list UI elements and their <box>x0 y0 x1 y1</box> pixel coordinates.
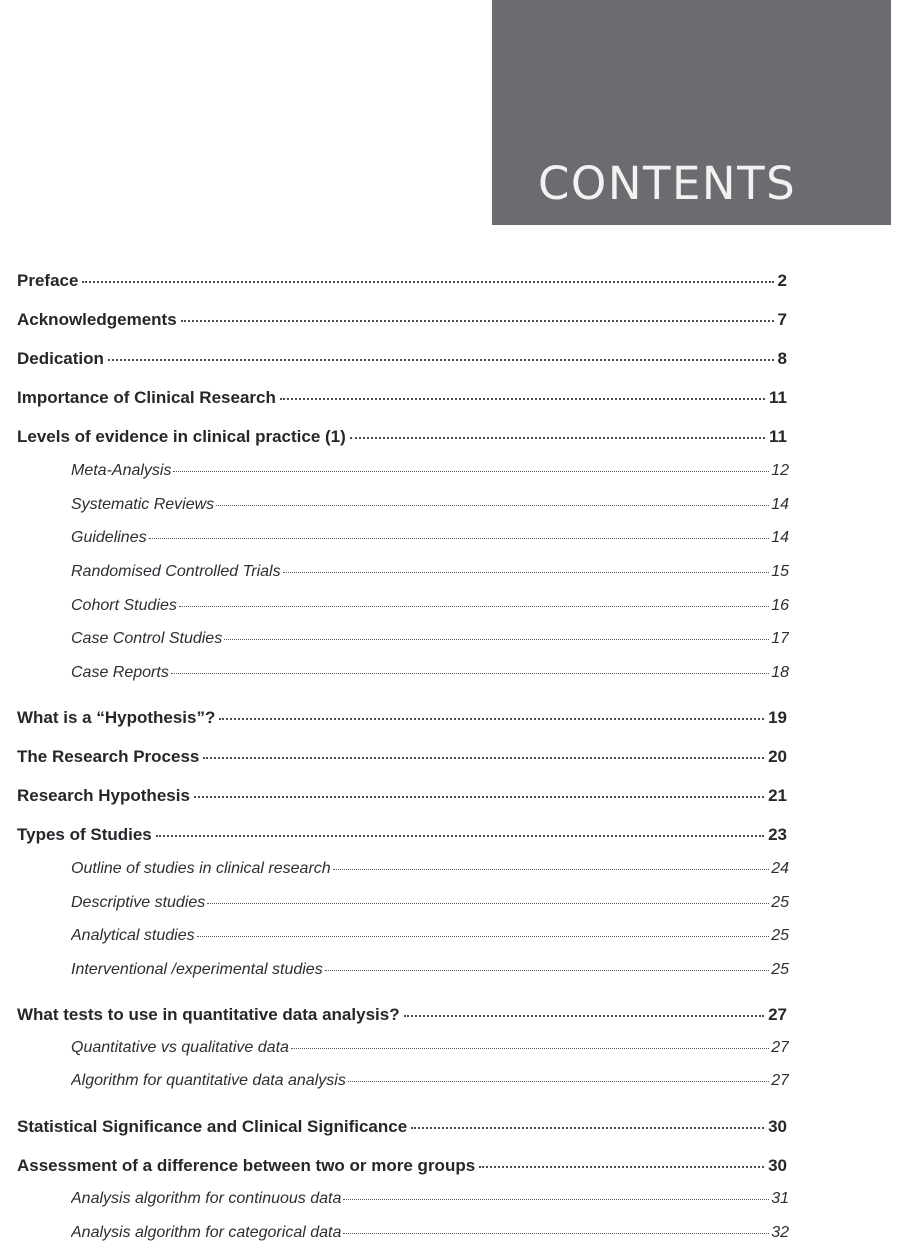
toc-entry-label: Meta-Analysis <box>71 462 172 479</box>
toc-page-number: 30 <box>768 1117 787 1136</box>
toc-page-number: 24 <box>771 860 789 877</box>
toc-dot-leader <box>348 1081 769 1082</box>
toc-page-number: 23 <box>768 825 787 844</box>
toc-subentry[interactable] <box>71 462 789 480</box>
toc-dot-leader <box>219 718 764 720</box>
toc-entry-label: Systematic Reviews <box>71 496 215 513</box>
toc-subentry[interactable] <box>71 860 789 878</box>
toc-page-number: 32 <box>771 1224 789 1241</box>
toc-page-number: 16 <box>771 597 789 614</box>
toc-dot-leader <box>197 936 770 937</box>
toc-page-number: 19 <box>768 708 787 727</box>
toc-entry[interactable] <box>17 271 787 291</box>
toc-entry[interactable] <box>17 786 787 806</box>
toc-entry-label: Case Reports <box>71 664 169 681</box>
toc-subentry[interactable] <box>71 630 789 648</box>
toc-dot-leader <box>149 538 770 539</box>
toc-page-number: 7 <box>777 310 787 329</box>
toc-page-number: 27 <box>771 1039 789 1056</box>
toc-subentry[interactable] <box>71 664 789 682</box>
toc-page-number: 21 <box>768 786 787 805</box>
toc-dot-leader <box>350 437 765 439</box>
toc-page-number: 11 <box>769 427 787 446</box>
toc-dot-leader <box>404 1015 764 1017</box>
toc-dot-leader <box>224 639 769 640</box>
toc-dot-leader <box>343 1233 769 1234</box>
toc-dot-leader <box>411 1127 764 1129</box>
toc-entry-label: Acknowledgements <box>17 310 177 329</box>
toc-entry[interactable] <box>17 427 787 447</box>
toc-subentry[interactable] <box>71 563 789 581</box>
toc-subentry[interactable] <box>71 529 789 547</box>
toc-dot-leader <box>156 835 764 837</box>
toc-entry[interactable] <box>17 310 787 330</box>
toc-dot-leader <box>291 1048 769 1049</box>
toc-entry-label: Dedication <box>17 349 104 368</box>
toc-page-number: 25 <box>771 961 789 978</box>
toc-page-number: 15 <box>771 563 789 580</box>
toc-subentry[interactable] <box>71 597 789 615</box>
toc-dot-leader <box>216 505 769 506</box>
toc-subentry[interactable] <box>71 1190 789 1208</box>
toc-entry-label: Interventional /experimental studies <box>71 961 323 978</box>
toc-entry-label: Assessment of a difference between two or more groups <box>17 1156 476 1175</box>
toc-page-number: 31 <box>771 1190 789 1207</box>
toc-entry-label: What is a “Hypothesis”? <box>17 708 216 727</box>
toc-dot-leader <box>280 398 765 400</box>
toc-entry-label: What tests to use in quantitative data analysis? <box>17 1005 400 1024</box>
toc-entry-label: Algorithm for quantitative data analysis <box>71 1072 346 1089</box>
toc-entry-label: Analysis algorithm for continuous data <box>71 1190 342 1207</box>
toc-entry[interactable] <box>17 708 787 728</box>
toc-dot-leader <box>207 903 769 904</box>
toc-entry-label: Guidelines <box>71 529 147 546</box>
toc-page-number: 27 <box>768 1005 787 1024</box>
toc-dot-leader <box>173 471 769 472</box>
toc-entry[interactable] <box>17 388 787 408</box>
toc-page-number: 11 <box>769 388 787 407</box>
toc-subentry[interactable] <box>71 1039 789 1057</box>
toc-dot-leader <box>181 320 774 322</box>
toc-dot-leader <box>343 1199 769 1200</box>
toc-entry-label: Quantitative vs qualitative data <box>71 1039 289 1056</box>
toc-entry-label: Types of Studies <box>17 825 152 844</box>
toc-page-number: 14 <box>771 496 789 513</box>
toc-dot-leader <box>203 757 764 759</box>
toc-entry-label: Analysis algorithm for categorical data <box>71 1224 342 1241</box>
toc-entry-label: Research Hypothesis <box>17 786 190 805</box>
toc-subentry[interactable] <box>71 1072 789 1090</box>
toc-page-number: 14 <box>771 529 789 546</box>
toc-page-number: 2 <box>777 271 787 290</box>
toc-entry[interactable] <box>17 747 787 767</box>
toc-subentry[interactable] <box>71 927 789 945</box>
toc-entry[interactable] <box>17 1117 787 1137</box>
toc-subentry[interactable] <box>71 894 789 912</box>
toc-page-number: 25 <box>771 927 789 944</box>
toc-subentry[interactable] <box>71 961 789 979</box>
toc-entry-label: Outline of studies in clinical research <box>71 860 331 877</box>
toc-dot-leader <box>82 281 773 283</box>
toc-entry-label: Randomised Controlled Trials <box>71 563 281 580</box>
toc-dot-leader <box>171 673 769 674</box>
toc-dot-leader <box>179 606 769 607</box>
toc-page-number: 8 <box>777 349 787 368</box>
toc-entry[interactable] <box>17 349 787 369</box>
toc-dot-leader <box>479 1166 764 1168</box>
toc-page-number: 18 <box>771 664 789 681</box>
toc-entry-label: Levels of evidence in clinical practice (1) <box>17 427 346 446</box>
toc-subentry[interactable] <box>71 1224 789 1242</box>
toc-page-number: 12 <box>771 462 789 479</box>
toc-page-number: 27 <box>771 1072 789 1089</box>
toc-entry-label: Preface <box>17 271 79 290</box>
toc-entry-label: Cohort Studies <box>71 597 177 614</box>
toc-dot-leader <box>194 796 764 798</box>
toc-entry-label: Importance of Clinical Research <box>17 388 276 407</box>
toc-page-number: 20 <box>768 747 787 766</box>
toc-entry-label: Case Control Studies <box>71 630 223 647</box>
toc-dot-leader <box>283 572 770 573</box>
toc-page-number: 25 <box>771 894 789 911</box>
toc-dot-leader <box>325 970 770 971</box>
toc-entry[interactable] <box>17 1156 787 1176</box>
toc-subentry[interactable] <box>71 496 789 514</box>
toc-entry-label: Analytical studies <box>71 927 195 944</box>
toc-dot-leader <box>108 359 774 361</box>
toc-dot-leader <box>333 869 770 870</box>
toc-entry[interactable] <box>17 825 787 845</box>
page-title: CONTENTS <box>538 157 797 210</box>
toc-entry-label: The Research Process <box>17 747 200 766</box>
toc-entry-label: Statistical Significance and Clinical Significance <box>17 1117 408 1136</box>
toc-page-number: 30 <box>768 1156 787 1175</box>
toc-entry[interactable] <box>17 1005 787 1025</box>
toc-entry-label: Descriptive studies <box>71 894 206 911</box>
toc-page-number: 17 <box>771 630 789 647</box>
